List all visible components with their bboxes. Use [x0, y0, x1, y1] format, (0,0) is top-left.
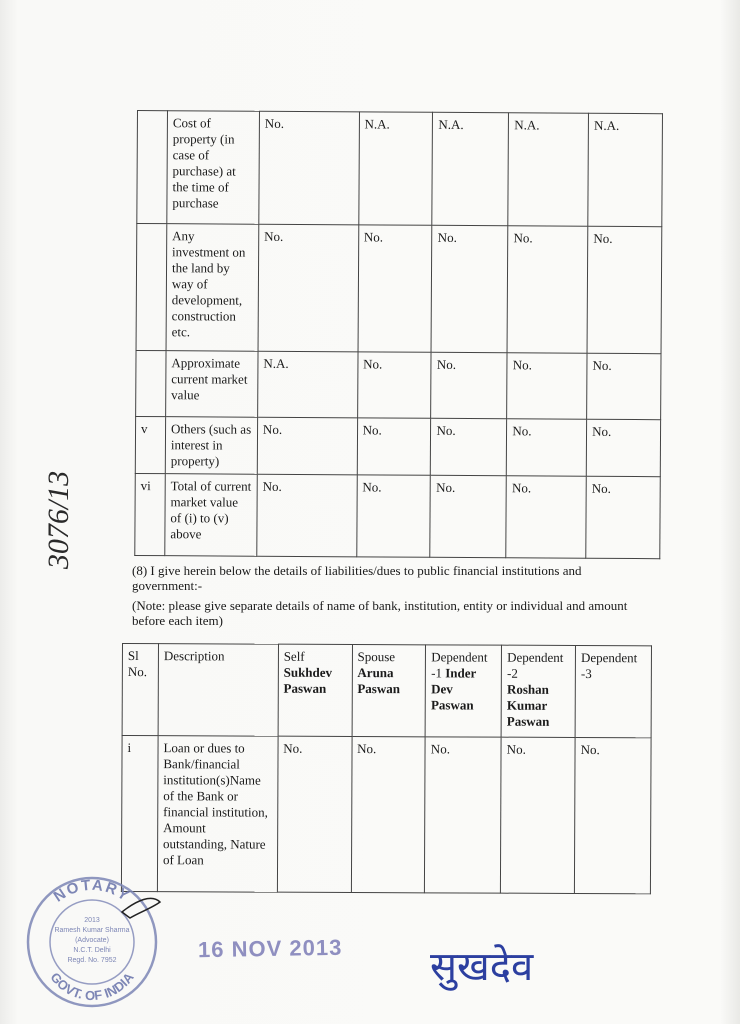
value-cell: No.: [431, 352, 507, 418]
value-cell: No.: [574, 737, 651, 893]
value-cell: No.: [277, 736, 351, 892]
value-cell: No.: [356, 475, 430, 557]
value-cell: N.A.: [588, 113, 663, 226]
date-stamp: 16 NOV 2013: [197, 934, 343, 963]
header-description: [158, 644, 278, 737]
value-cell: No.: [357, 352, 431, 418]
sl-cell: i: [121, 736, 158, 892]
header-dependent-3: [575, 645, 651, 737]
notary-stamp-icon: [22, 872, 162, 1012]
header-label: Dependent -2: [506, 649, 564, 681]
value-cell: No.: [425, 737, 502, 893]
stamp-top-text: NOTARY: [50, 876, 134, 906]
stamp-regd: Regd. No. 7952: [67, 957, 117, 964]
value-cell: N.A.: [258, 351, 358, 418]
value-cell: No.: [257, 417, 357, 475]
sl-cell: [136, 224, 167, 351]
signature-text: सुखदेव: [430, 944, 534, 990]
stamp-role: (Advocate): [75, 937, 109, 944]
description-cell: Cost of property (in case of purchase) at the time of purchase: [167, 111, 260, 225]
header-label: Description: [163, 648, 225, 664]
value-cell: No.: [432, 225, 509, 352]
value-cell: No.: [351, 737, 425, 893]
value-cell: No.: [257, 474, 357, 557]
value-cell: No.: [586, 476, 660, 558]
description-cell: Total of current market value of (i) to (v) above: [165, 474, 257, 557]
table-row: [135, 473, 660, 558]
table-row: [136, 350, 661, 419]
value-cell: No.: [258, 224, 359, 352]
value-cell: No.: [507, 353, 587, 419]
header-person-name: Inder Dev Paswan: [430, 665, 477, 713]
table-row: [135, 416, 660, 476]
value-cell: No.: [501, 737, 576, 893]
value-cell: No.: [507, 226, 588, 353]
description-cell: Loan or dues to Bank/financial institution(s)Name of the Bank or financial institution, Amount outstanding, Nature of Loan: [157, 736, 278, 893]
value-cell: N.A.: [432, 112, 509, 225]
sl-cell: [136, 350, 166, 416]
header-label: Sl No.: [127, 648, 148, 680]
value-cell: No.: [587, 226, 662, 353]
section-8-intro: (8) I give herein below the details of liabilities/dues to public financial institutions and government:-: [132, 563, 582, 593]
sl-cell: [137, 111, 168, 224]
value-cell: No.: [259, 111, 359, 225]
header-sl-no: [122, 644, 158, 736]
header-person-name: Aruna Paswan: [357, 665, 401, 697]
value-cell: No.: [507, 419, 587, 476]
description-cell: Any investment on the land by way of development, construction etc.: [166, 224, 259, 352]
table-row: [137, 111, 663, 227]
value-cell: No.: [506, 476, 586, 558]
section-8-note: (Note: please give separate details of name of bank, institution, entity or individual and amount before each item): [132, 598, 628, 628]
description-cell: Approximate current market value: [166, 351, 258, 418]
header-label: Dependent -1: [431, 649, 488, 681]
stamp-bottom-text: GOVT. OF INDIA: [47, 969, 137, 1004]
header-label: Spouse: [357, 649, 396, 665]
value-cell: No.: [358, 225, 433, 352]
sl-cell: vi: [135, 473, 165, 555]
margin-note-text: 3076/13: [42, 470, 75, 570]
value-cell: No.: [430, 475, 506, 557]
value-cell: N.A.: [508, 113, 589, 226]
handwritten-margin-note: [38, 445, 98, 595]
header-self: [278, 644, 352, 736]
header-dependent-2: [501, 645, 575, 737]
table-row: [136, 224, 662, 354]
liabilities-table: [121, 643, 652, 894]
value-cell: No.: [431, 418, 507, 475]
sl-cell: v: [135, 416, 165, 473]
table-row: [121, 736, 651, 894]
description-cell: Others (such as interest in property): [165, 417, 257, 475]
value-cell: N.A.: [358, 112, 433, 225]
assets-table-continued: [134, 110, 663, 559]
stamp-area: N.C.T. Delhi: [73, 947, 111, 954]
value-cell: No.: [357, 418, 431, 475]
header-spouse: [352, 645, 426, 737]
header-label: Self: [283, 648, 305, 664]
header-person-name: Roshan Kumar Paswan: [506, 681, 550, 729]
header-row: [122, 644, 651, 738]
signature-icon: [424, 930, 594, 1000]
value-cell: No.: [586, 419, 660, 476]
header-person-name: Sukhdev Paswan: [283, 664, 333, 696]
value-cell: No.: [587, 353, 661, 419]
header-label: Dependent -3: [580, 650, 638, 682]
stamp-year: 2013: [84, 917, 100, 924]
header-dependent-1: [425, 645, 501, 737]
stamp-name: Ramesh Kumar Sharma: [54, 927, 130, 934]
